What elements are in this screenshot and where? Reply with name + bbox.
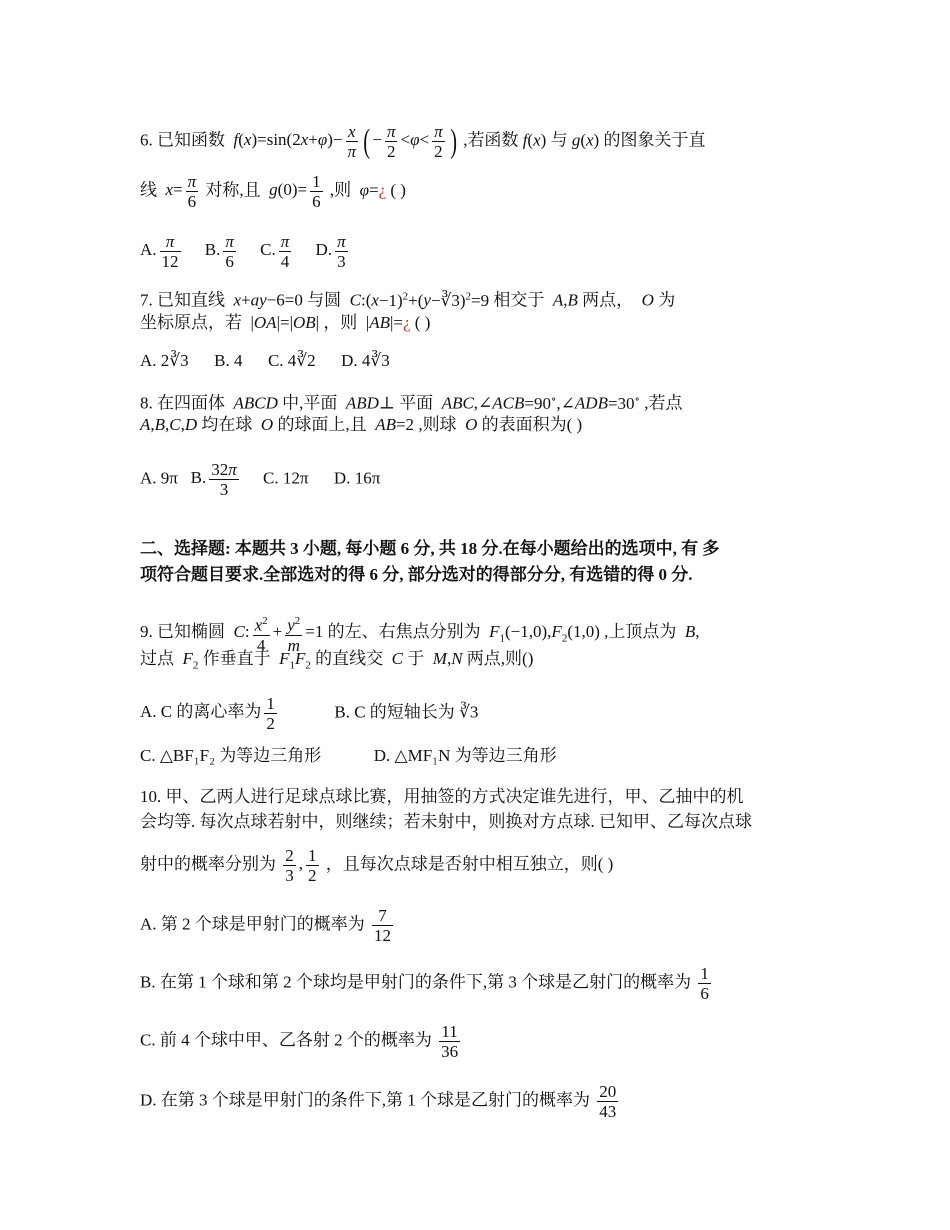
q6-then: ,则 [329, 180, 352, 200]
q6-fx: f(x) [522, 130, 547, 150]
q8-mid: 中,平面 [282, 393, 338, 413]
q6-function-formula: f(x)=sin(2x+φ)− $\frac{x}{\pi}$ ( − $\frac{\pi}{2}$ <φ< $\frac{\pi}{2}$ ) [229, 122, 457, 161]
q9-option-c[interactable]: C. △BF₁F₂ 为等边三角形 [140, 746, 322, 765]
q9-vertex-b: B [680, 622, 696, 642]
q10-line1: 10. 甲、乙两人进行足球点球比赛，用抽签的方式决定谁先进行，甲、乙抽中的机 [140, 787, 744, 806]
q7-option-d[interactable]: D. 4∛3 [341, 351, 390, 370]
q9-ellipse-equation: C: $\frac{x^2}{4}$ + $\frac{y^2}{m}$ =1 [229, 622, 323, 641]
q6-line2-prefix: 线 [140, 180, 157, 200]
q7-points-ab: A,B [548, 290, 578, 310]
q10-option-d-text: D. 在第 3 个球是甲射门的条件下,第 1 个球是乙射门的概率为 [140, 1090, 591, 1110]
q9-option-d[interactable]: D. △MF₁N 为等边三角形 [373, 746, 557, 765]
q8-line2-mid2: 的球面上,且 [277, 415, 367, 434]
q10-line2: 会均等. 每次点球若射中，则继续；若未射中，则换对方点球. 已知甲、乙每次点球 [140, 812, 752, 831]
q8-line2 [140, 414, 582, 436]
q6-suffix: 的图象关于直 [603, 130, 706, 150]
q7-mid2: 相交于 [493, 290, 545, 310]
q7-line2-mid: ，则 [323, 313, 358, 332]
section2-line2: 项符合题目要求.全部选对的得 6 分, 部分选对的得部分分, 有选错的得 0 分. [140, 565, 693, 584]
q6-paren: ( ) [390, 180, 406, 200]
q6-phi: φ=¿ [355, 180, 387, 200]
q8-ab-eq: AB=2 [370, 415, 415, 434]
q7-line2-prefix: 坐标原点，若 [140, 313, 242, 332]
q7-line1 [140, 285, 675, 312]
q10-option-a-text: A. 第 2 个球是甲射门的概率为 [140, 914, 365, 934]
q7-point-o: O [637, 290, 654, 310]
q6-line2-mid: 对称,且 [205, 180, 261, 200]
q10-option-b-text: B. 在第 1 个球和第 2 个球均是甲射门的条件下,第 3 个球是乙射门的概率为 [140, 972, 692, 992]
q6-option-b[interactable]: B. $\frac{\pi}{6}$ [204, 232, 234, 271]
q8-options [140, 460, 380, 499]
q6-option-d[interactable]: D. $\frac{\pi}{3}$ [315, 232, 346, 271]
q8-option-d[interactable]: D. 16π [333, 468, 381, 488]
q8-line1 [140, 388, 682, 415]
q7-line-equation: x+ay−6=0 [229, 290, 303, 310]
q10-option-d-value: $\frac{20}{43}$ [599, 1082, 617, 1121]
q6-option-c[interactable]: C. $\frac{\pi}{4}$ [260, 232, 290, 271]
q6-line2 [140, 172, 406, 211]
q10-option-b-value: $\frac{1}{6}$ [700, 964, 709, 1003]
q9-mn: M,N [428, 649, 463, 668]
q6-g0: g(0)= $\frac{1}{6}$ [264, 172, 321, 211]
q7-mid: 与圆 [307, 290, 342, 310]
q8-angles: ABC,∠ACB=90∘,∠ADB=30∘ [437, 393, 640, 413]
q9-prefix: 9. 已知椭圆 [140, 622, 225, 642]
q10-option-d[interactable] [140, 1082, 621, 1121]
q10-option-a-value: $\frac{7}{12}$ [374, 906, 392, 945]
q7-prefix: 7. 已知直线 [140, 290, 225, 310]
q7-circle-equation: $C:(x-1)^2+(y-∛3)^2=9$ [345, 290, 490, 310]
q8-sphere-o2: O [460, 415, 478, 434]
q10-line3-prefix: 射中的概率分别为 [140, 854, 276, 874]
q8-line2-mid3: ,则球 [418, 415, 457, 434]
q10-line3-suffix: ，且每次点球是否射中相互独立，则( ) [325, 854, 614, 874]
q9-foci: $F_1(-1,0),F_2(1,0)$ [484, 622, 600, 645]
q8-tetrahedron: ABCD [229, 393, 278, 413]
q9-options-cd [140, 745, 557, 767]
q9-line2 [140, 648, 533, 676]
q7-mid3: 两点， [582, 290, 634, 310]
q10-probabilities: $\frac{2}{3}$ , $\frac{1}{2}$ [285, 846, 317, 885]
q7-options [140, 350, 390, 372]
q9-line2-mid3: 于 [407, 649, 425, 668]
q6-prefix: 6. 已知函数 [140, 130, 225, 150]
q10-option-c-text: C. 前 4 个球中甲、乙各射 2 个的概率为 [140, 1030, 432, 1050]
q9-line2-suffix: 两点,则() [466, 649, 534, 668]
q9-c: C [387, 649, 404, 668]
q6-option-a[interactable]: A. $\frac{\pi}{12}$ [140, 232, 179, 271]
q8-option-c[interactable]: C. 12π [263, 468, 309, 488]
q7-suffix: 为 [658, 290, 676, 310]
q8-line2-mid: 均在球 [201, 415, 253, 434]
q9-option-a[interactable]: A. C 的离心率为 $\frac{1}{2}$ [140, 694, 275, 733]
q9-line1: 9. 已知椭圆 C: $\frac{x^2}{4}$ + $\frac{y^2}{m}$ =1 的左、右焦点分别为 $F_1(-1,0),F_2(1,0)$ ,上顶点为 B, [140, 612, 700, 655]
q7-option-a[interactable]: A. 2∛3 [140, 351, 189, 370]
q9-option-b[interactable]: B. C 的短轴长为 ∛3 [334, 702, 479, 722]
q9-line2-mid: 作垂直于 [202, 649, 271, 668]
q7-paren: ( ) [414, 313, 431, 332]
q8-option-b[interactable]: B. $\frac{32\pi}{3}$ [190, 460, 237, 499]
q9-mid: 的左、右焦点分别为 [327, 622, 481, 642]
q8-sphere-o: O [256, 415, 274, 434]
q8-line2-suffix: 的表面积为( ) [481, 415, 583, 434]
q10-option-c-value: $\frac{11}{36}$ [441, 1022, 459, 1061]
q8-suffix: ,若点 [644, 393, 683, 413]
q8-option-a[interactable]: A. 9π [140, 468, 178, 488]
q8-points: A,B,C,D [140, 415, 198, 434]
q8-mid2: 平面 [399, 393, 434, 413]
q9-options-ab [140, 694, 478, 733]
q7-line2 [140, 312, 430, 334]
q6-symmetry-axis: x= $\frac{\pi}{6}$ [161, 172, 197, 211]
q9-f2: $F_2$ [178, 649, 199, 672]
q10-line3 [140, 846, 613, 885]
q9-line2-prefix: 过点 [140, 649, 174, 668]
q10-option-a[interactable] [140, 906, 396, 945]
q10-option-c[interactable] [140, 1022, 463, 1061]
q9-suffix: ,上顶点为 [604, 622, 677, 642]
q10-option-b[interactable] [140, 964, 714, 1003]
q7-option-b[interactable]: B. 4 [214, 351, 243, 370]
section2-line1: 二、选择题: 本题共 3 小题, 每小题 6 分, 共 18 分.在每小题给出的选项中, 有 多 [140, 539, 720, 558]
q7-option-c[interactable]: C. 4∛2 [267, 351, 316, 370]
q6-mid: ,若函数 [463, 130, 519, 150]
q6-options [140, 232, 351, 271]
q7-ab-length: |AB|=¿ [365, 313, 411, 332]
q6-and: 与 [550, 130, 568, 150]
q9-line2-mid2: 的直线交 [315, 649, 384, 668]
q6-gx: g(x) [571, 130, 600, 150]
q6-line1 [140, 122, 705, 161]
q8-plane-abd: ABD⊥ [341, 393, 395, 413]
q8-prefix: 8. 在四面体 [140, 393, 225, 413]
q9-f1f2: $F_1F_2$ [274, 649, 311, 672]
q7-condition: |OA|=|OB| [250, 313, 320, 332]
